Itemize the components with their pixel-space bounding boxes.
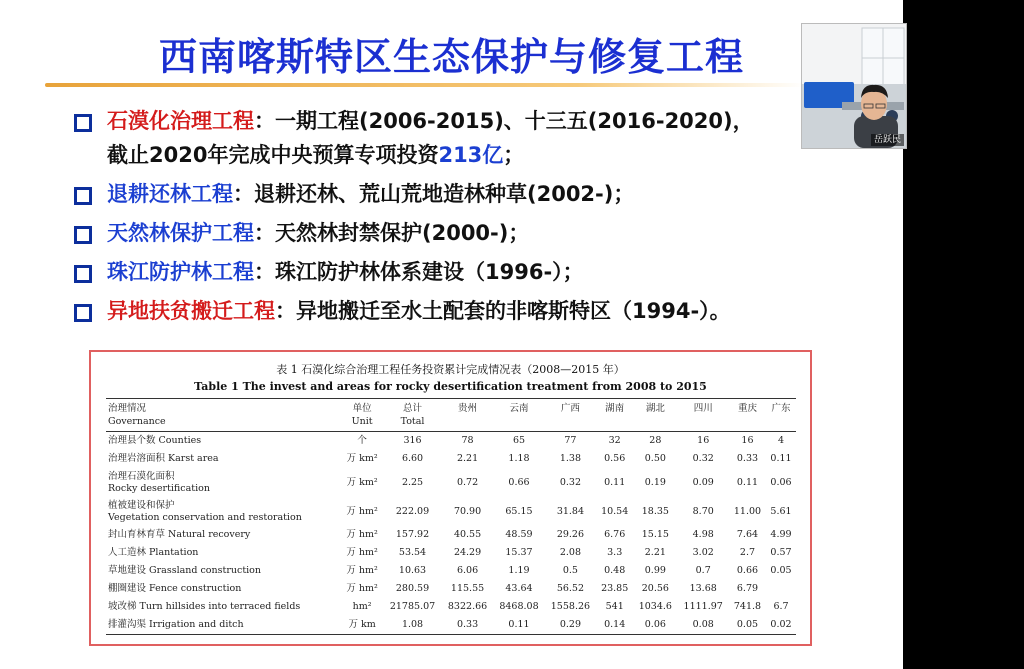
table-cell: 23.85 — [601, 583, 629, 594]
row-unit: 万 hm² — [346, 505, 378, 517]
bullet-description: ：珠江防护林体系建设（1996-）； — [254, 260, 584, 284]
table-cell: 15.15 — [641, 529, 669, 540]
row-unit: 万 km² — [346, 476, 378, 488]
table-cell: 0.32 — [559, 476, 581, 488]
table-cell: 65 — [512, 435, 526, 446]
bullet-item — [74, 216, 903, 250]
bullet-description: ：退耕还林、荒山荒地造林种草(2002-)； — [233, 182, 635, 206]
row-label — [106, 526, 341, 544]
row-label — [106, 616, 341, 635]
title-underline — [45, 83, 805, 87]
row-unit: 万 hm² — [346, 583, 378, 594]
column-header-cn: 湖北 — [645, 403, 665, 414]
table-cell: 0.56 — [604, 453, 626, 464]
column-header — [106, 399, 341, 432]
row-unit: hm² — [352, 601, 372, 612]
table-cell: 541 — [605, 601, 624, 612]
bullet-square-icon — [74, 265, 92, 283]
table-cell: 0.14 — [596, 616, 633, 635]
column-header-cn: 四川 — [693, 403, 713, 414]
table-caption-cn: 表 1 石漠化综合治理工程任务投资累计完成情况表（2008—2015 年） — [276, 363, 625, 376]
table-cell: 1111.97 — [683, 601, 723, 612]
row-label-main: 治理县个数 Counties — [108, 435, 202, 446]
bullet-item — [74, 255, 903, 289]
table-cell: 0.11 — [770, 453, 792, 464]
table-cell: 4 — [777, 435, 785, 446]
slide-title: 西南喀斯特区生态保护与修复工程 — [158, 35, 744, 79]
table-cell: 0.32 — [692, 453, 714, 464]
column-header — [766, 399, 796, 432]
table-figure — [89, 350, 812, 646]
table-cell: 20.56 — [641, 583, 669, 594]
table-cell: 0.50 — [644, 453, 666, 464]
bullet-list — [74, 104, 903, 328]
table-cell: 0.06 — [770, 476, 792, 488]
row-label-main: 排灌沟渠 Irrigation and ditch — [108, 619, 244, 630]
table-row — [106, 616, 796, 635]
column-header-cn: 总计 — [403, 403, 423, 414]
column-header-cn: 云南 — [509, 403, 529, 414]
row-unit: 万 hm² — [346, 529, 378, 540]
table-cell: 7.64 — [736, 529, 759, 540]
row-unit: 个 — [357, 435, 367, 446]
row-unit: 万 km — [341, 616, 383, 635]
table-cell: 0.29 — [545, 616, 596, 635]
table-cell: 10.63 — [398, 565, 427, 576]
table-cell: 43.64 — [505, 583, 533, 594]
row-label — [106, 580, 341, 598]
bullet-square-icon — [74, 187, 92, 205]
table-cell: 0.06 — [633, 616, 677, 635]
row-label — [106, 450, 341, 468]
table-cell: 0.33 — [442, 616, 493, 635]
table-cell: 8.70 — [692, 505, 714, 517]
row-label-main: 草地建设 Grassland construction — [108, 565, 262, 576]
table-cell: 6.76 — [604, 529, 626, 540]
table-row — [106, 450, 796, 468]
column-header-cn: 重庆 — [737, 403, 757, 414]
table-cell: 29.26 — [556, 529, 585, 540]
table-row — [106, 598, 796, 616]
table-cell: 115.55 — [450, 583, 485, 594]
table-cell: 1034.6 — [638, 601, 672, 612]
table-cell: 0.33 — [736, 453, 759, 464]
table-cell: 316 — [403, 435, 422, 446]
table-cell: 0.11 — [736, 476, 759, 488]
row-unit: 万 km² — [346, 453, 378, 464]
table-cell: 8322.66 — [447, 601, 488, 612]
table-cell: 157.92 — [395, 529, 430, 540]
column-header — [545, 399, 596, 432]
table-row — [106, 544, 796, 562]
table-cell: 3.3 — [607, 547, 623, 558]
table-cell: 6.79 — [736, 583, 759, 594]
row-label-main: 坡改梯 Turn hillsides into terraced fields — [108, 601, 301, 612]
row-label — [106, 497, 341, 526]
row-label-main: 封山育林育草 Natural recovery — [108, 529, 251, 540]
data-table — [106, 398, 796, 635]
table-cell: 56.52 — [556, 583, 585, 594]
table-cell: 0.72 — [456, 476, 479, 488]
investment-highlight: 213亿 — [438, 143, 504, 167]
bullet-project-name: 退耕还林工程 — [107, 182, 233, 206]
table-cell: 0.05 — [770, 565, 792, 576]
table-cell: 0.5 — [562, 565, 578, 576]
bullet-description: ：异地搬迁至水土配套的非喀斯特区（1994-）。 — [275, 299, 731, 323]
table-cell: 4.99 — [770, 529, 792, 540]
table-cell: 1.08 — [383, 616, 442, 635]
row-label-main: 人工造林 Plantation — [108, 547, 199, 558]
table-cell: 0.48 — [604, 565, 626, 576]
row-label-sub: Vegetation conservation and restoration — [108, 511, 302, 523]
column-header — [442, 399, 493, 432]
table-caption-en: Table 1 The invest and areas for rocky desertification treatment from 2008 to 2015 — [194, 380, 707, 393]
column-header-cn: 广东 — [771, 403, 791, 414]
presenter-video-frame — [802, 24, 906, 148]
table-cell: 16 — [741, 435, 754, 446]
bullet-item — [74, 177, 903, 211]
column-header — [633, 399, 677, 432]
table-cell: 18.35 — [641, 505, 669, 517]
table-cell: 2.21 — [644, 547, 666, 558]
table-cell: 40.55 — [453, 529, 482, 540]
bullet-item — [74, 294, 903, 328]
table-row — [106, 468, 796, 497]
row-label-main: 植被建设和保护 — [108, 499, 175, 511]
bullet-description: ：一期工程(2006-2015)、十三五(2016-2020)， — [254, 109, 754, 133]
column-header — [383, 399, 442, 432]
bullet-project-name: 天然林保护工程 — [107, 221, 254, 245]
table-cell: 4.98 — [692, 529, 714, 540]
column-header — [729, 399, 766, 432]
table-cell: 741.8 — [733, 601, 762, 612]
table-cell: 78 — [461, 435, 474, 446]
table-cell: 1.18 — [508, 453, 530, 464]
bullet-square-icon — [74, 114, 92, 132]
table-cell: 53.54 — [398, 547, 427, 558]
table-cell: 48.59 — [505, 529, 533, 540]
table-cell: 1.19 — [508, 565, 530, 576]
bullet-project-name: 珠江防护林工程 — [107, 260, 254, 284]
table-cell: 0.11 — [493, 616, 544, 635]
column-header-en: Total — [400, 416, 425, 427]
table-cell: 0.09 — [692, 476, 714, 488]
table-cell: 3.02 — [692, 547, 714, 558]
table-cell: 2.7 — [739, 547, 756, 558]
bullet-project-name: 异地扶贫搬迁工程 — [107, 299, 275, 323]
table-cell: 0.05 — [729, 616, 766, 635]
column-header — [596, 399, 633, 432]
bullet-square-icon — [74, 304, 92, 322]
row-label-main: 治理岩溶面积 Karst area — [108, 453, 219, 464]
table-cell: 31.84 — [556, 505, 585, 517]
bullet-project-name: 石漠化治理工程 — [107, 109, 254, 133]
bullet-second-line — [107, 138, 903, 172]
bullet-description-cont: 截止2020年完成中央预算专项投资 — [107, 143, 439, 167]
column-header-cn: 湖南 — [605, 403, 625, 414]
table-cell: 13.68 — [689, 583, 717, 594]
table-cell: 6.06 — [456, 565, 479, 576]
table-cell: 70.90 — [453, 505, 482, 517]
row-label-sub: Rocky desertification — [108, 482, 210, 494]
table-cell: 0.7 — [695, 565, 711, 576]
column-header-cn: 贵州 — [458, 403, 478, 414]
table-header-row — [106, 399, 796, 432]
table-cell: 32 — [608, 435, 621, 446]
table-cell: 65.15 — [505, 505, 533, 517]
bullet-description: ：天然林封禁保护(2000-)； — [254, 221, 530, 245]
table-row — [106, 432, 796, 451]
table-cell: 11.00 — [733, 505, 762, 517]
table-cell: 1.38 — [559, 453, 581, 464]
column-header-cn: 治理情况 — [108, 403, 147, 414]
table-cell: 6.60 — [401, 453, 424, 464]
row-label — [106, 468, 341, 497]
column-header-cn: 单位 — [352, 403, 372, 414]
column-header — [677, 399, 728, 432]
table-row — [106, 526, 796, 544]
row-label-main: 棚圈建设 Fence construction — [108, 583, 242, 594]
webcam-video-tile[interactable] — [801, 23, 907, 149]
table-cell: 2.21 — [456, 453, 479, 464]
column-header — [341, 399, 383, 432]
table-cell: 0.08 — [677, 616, 728, 635]
table-cell: 15.37 — [505, 547, 533, 558]
bullet-item — [74, 104, 903, 172]
table-cell: 222.09 — [395, 505, 430, 517]
table-cell: 0.99 — [644, 565, 666, 576]
table-cell: 0.66 — [736, 565, 759, 576]
bullet-square-icon — [74, 226, 92, 244]
table-cell — [766, 580, 796, 598]
row-label — [106, 598, 341, 616]
table-cell: 28 — [649, 435, 662, 446]
row-label-main: 治理石漠化面积 — [108, 470, 175, 482]
table-row — [106, 562, 796, 580]
row-label — [106, 544, 341, 562]
column-header-en: Unit — [351, 416, 373, 427]
table-row — [106, 497, 796, 526]
table-cell: 280.59 — [395, 583, 430, 594]
table-cell: 16 — [697, 435, 710, 446]
table-cell: 0.11 — [604, 476, 626, 488]
table-cell: 0.57 — [770, 547, 792, 558]
column-header-cn: 广西 — [560, 403, 580, 414]
table-cell: 77 — [564, 435, 577, 446]
table-cell: 0.02 — [766, 616, 796, 635]
table-cell: 2.25 — [401, 476, 424, 488]
column-header — [493, 399, 544, 432]
table-row — [106, 580, 796, 598]
table-cell: 21785.07 — [389, 601, 436, 612]
row-label — [106, 432, 341, 451]
table-body — [106, 432, 796, 635]
row-label — [106, 562, 341, 580]
row-unit: 万 hm² — [346, 565, 378, 576]
table-cell: 0.66 — [508, 476, 530, 488]
bullet-punctuation: ； — [503, 143, 525, 167]
table-cell: 5.61 — [770, 505, 792, 517]
table-cell: 8468.08 — [499, 601, 539, 612]
column-header-en: Governance — [108, 416, 166, 427]
table-cell: 6.7 — [773, 601, 789, 612]
table-cell: 24.29 — [453, 547, 482, 558]
table-cell: 0.19 — [644, 476, 666, 488]
table-cell: 2.08 — [559, 547, 581, 558]
table-cell: 10.54 — [601, 505, 629, 517]
table-cell: 1558.26 — [550, 601, 591, 612]
participant-name-label: 岳跃民 — [871, 134, 904, 146]
row-unit: 万 hm² — [346, 547, 378, 558]
